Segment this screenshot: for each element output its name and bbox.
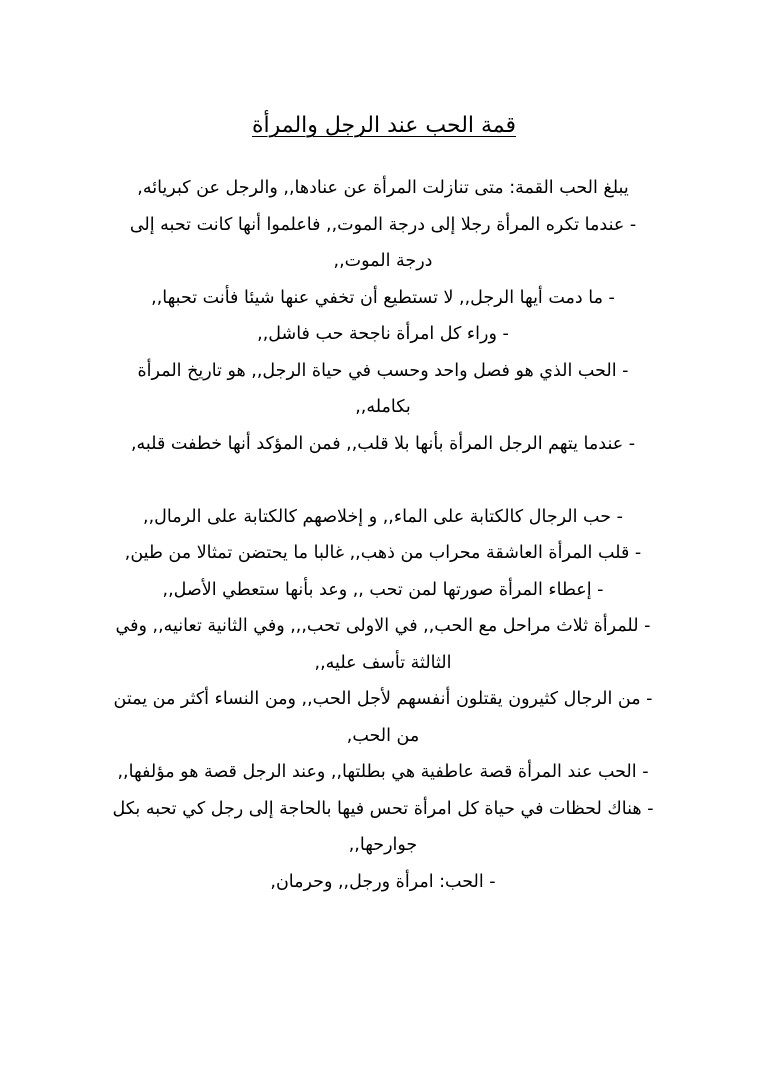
paragraph-3: - ما دمت أيها الرجل,, لا تستطيع أن تخفي عنها شيئا فأنت تحبها,, bbox=[151, 287, 615, 308]
paragraph-13: - هناك لحظات في حياة كل امرأة تحس فيها بالحاجة إلى رجل كي تحبه بكل جوارحها,, bbox=[112, 798, 654, 855]
document-title: قمة الحب عند الرجل والمرأة bbox=[251, 113, 517, 138]
paragraph-5: - الحب الذي هو فصل واحد وحسب في حياة الرجل,, هو تاريخ المرأة بكامله,, bbox=[137, 360, 629, 417]
paragraph-spacer bbox=[110, 462, 656, 499]
paragraph-12: - الحب عند المرأة قصة عاطفية هي بطلتها,, وعند الرجل قصة هو مؤلفها,, bbox=[117, 762, 649, 782]
paragraph-2: - عندما تكره المرأة رجلا إلى درجة الموت,, فاعلموا أنها كانت تحبه إلى درجة الموت,, bbox=[129, 214, 637, 271]
paragraph-6: - عندما يتهم الرجل المرأة بأنها بلا قلب,, فمن المؤكد أنها خطفت قلبه, bbox=[130, 433, 636, 454]
paragraph-14: - الحب: امرأة ورجل,, وحرمان, bbox=[270, 871, 496, 892]
paragraph-8: - قلب المرأة العاشقة محراب من ذهب,, غالبا ما يحتضن تمثالا من طين, bbox=[124, 543, 642, 563]
paragraph-4: - وراء كل امرأة ناجحة حب فاشل,, bbox=[257, 324, 509, 344]
paragraph-10: - للمرأة ثلاث مراحل مع الحب,, في الاولى تحب,,, وفي الثانية تعانيه,, وفي الثالثة تأسف عليه,, bbox=[115, 616, 651, 673]
paragraph-9: - إعطاء المرأة صورتها لمن تحب ,, وعد بأنها ستعطي الأصل,, bbox=[162, 579, 604, 600]
paragraph-11: - من الرجال كثيرون يقتلون أنفسهم لأجل الحب,, ومن النساء أكثر من يمتن من الحب, bbox=[113, 689, 653, 746]
paragraph-1: يبلغ الحب القمة: متى تنازلت المرأة عن عنادها,, والرجل عن كبريائه, bbox=[137, 178, 629, 198]
paragraph-7: - حب الرجال كالكتابة على الماء,, و إخلاصهم كالكتابة على الرمال,, bbox=[143, 506, 623, 527]
document-body bbox=[110, 170, 656, 900]
